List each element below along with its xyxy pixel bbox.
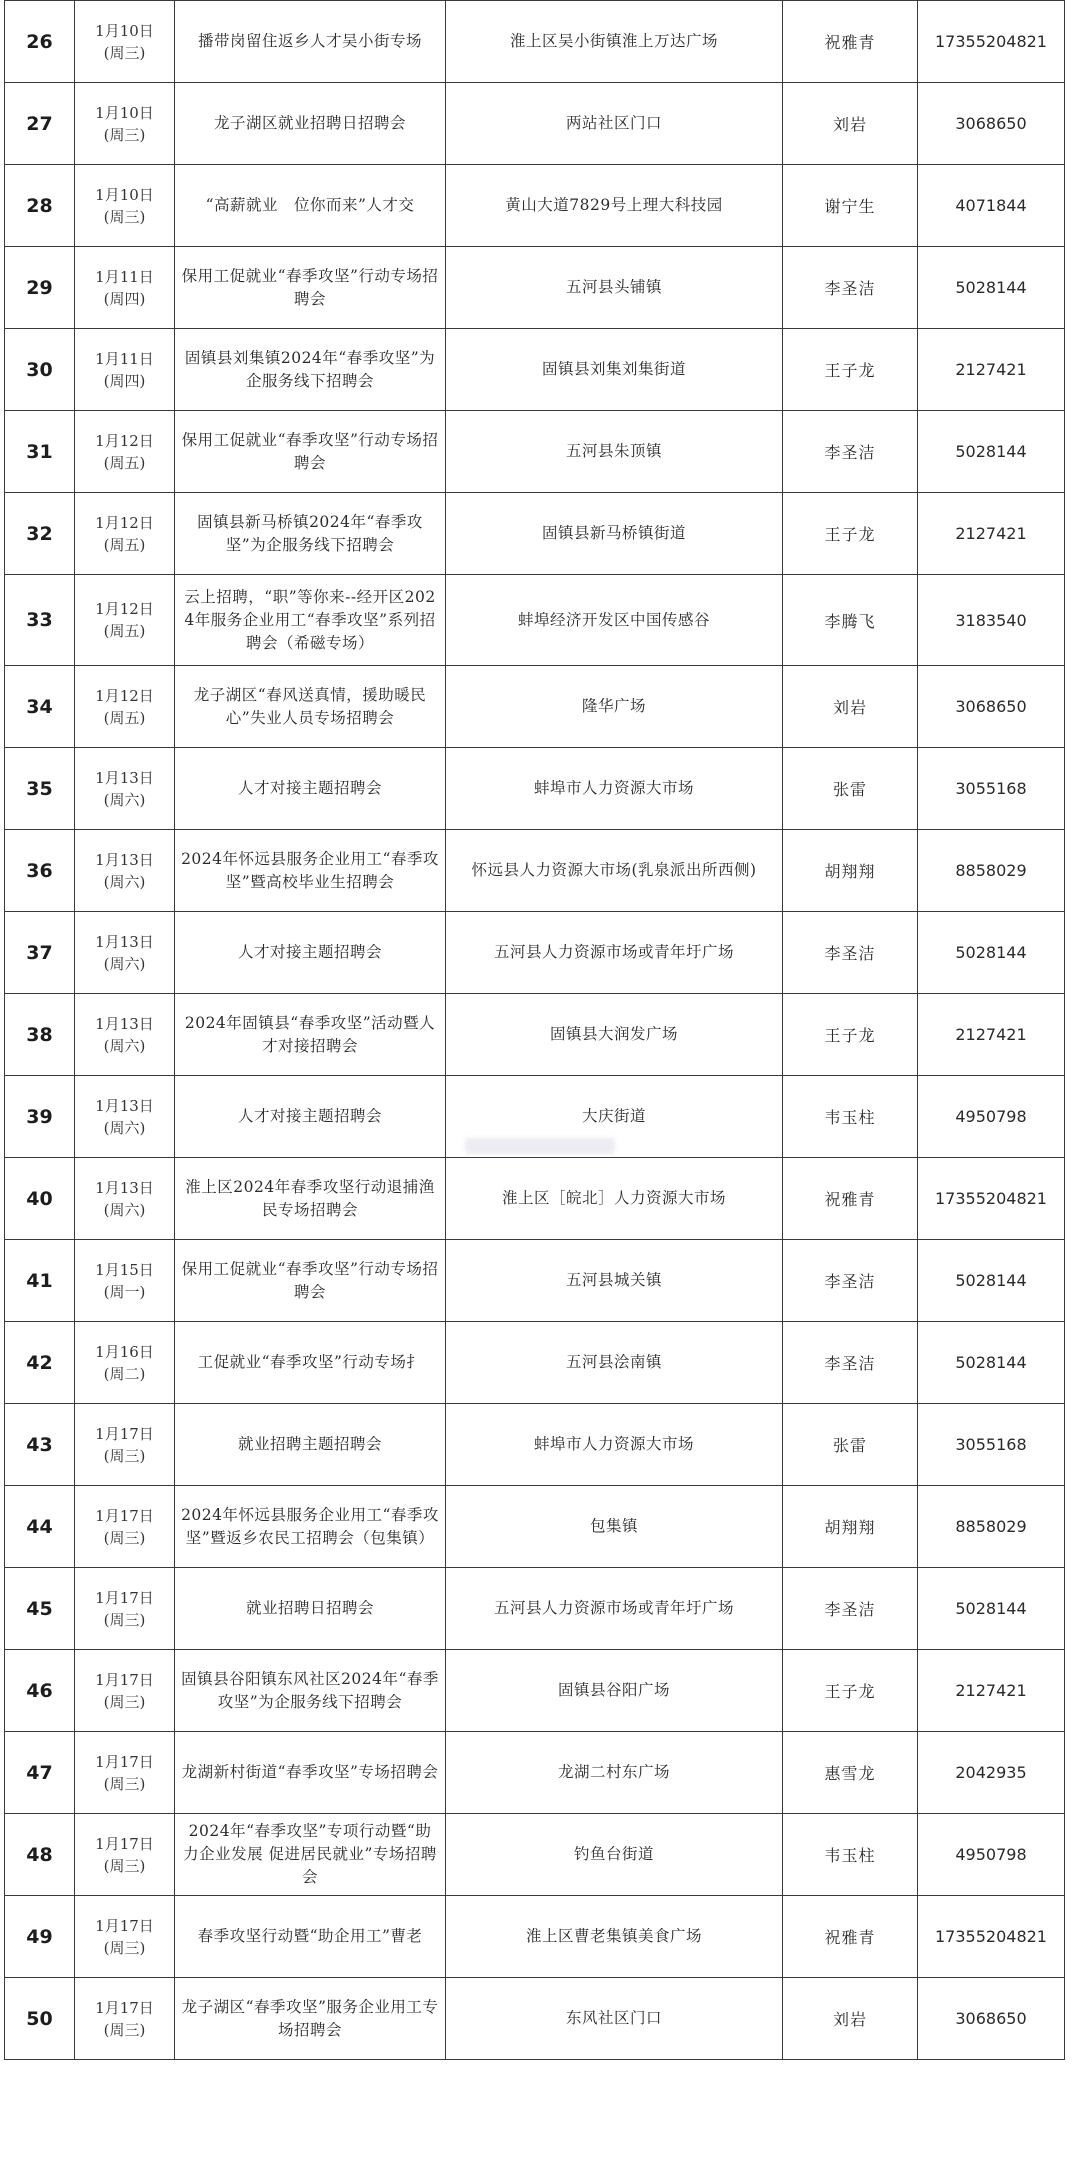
event-name: 2024年固镇县“春季攻坚”活动暨人才对接招聘会 (175, 994, 446, 1076)
event-name: 人才对接主题招聘会 (175, 748, 446, 830)
table-row (5, 247, 1065, 329)
row-number: 45 (5, 1568, 75, 1650)
contact-phone: 3055168 (918, 1404, 1065, 1486)
row-number: 47 (5, 1732, 75, 1814)
contact-phone: 2127421 (918, 1650, 1065, 1732)
event-name: 春季攻坚行动暨“助企用工”曹老 (175, 1896, 446, 1978)
contact-phone: 5028144 (918, 247, 1065, 329)
event-date (75, 329, 175, 411)
event-date-day: 1月11日 (95, 267, 154, 286)
table-row (5, 912, 1065, 994)
event-date-day: 1月12日 (95, 431, 154, 450)
contact-phone: 4950798 (918, 1814, 1065, 1896)
event-date-day: 1月12日 (95, 686, 154, 705)
event-date (75, 247, 175, 329)
row-number: 38 (5, 994, 75, 1076)
event-name: 云上招聘，“职”等你来--经开区2024年服务企业用工“春季攻坚”系列招聘会（希磁专场） (175, 575, 446, 666)
contact-phone: 5028144 (918, 912, 1065, 994)
row-number: 33 (5, 575, 75, 666)
row-number: 50 (5, 1978, 75, 2060)
event-date-weekday: (周三) (103, 1692, 146, 1711)
contact-phone: 8858029 (918, 1486, 1065, 1568)
event-date (75, 1240, 175, 1322)
event-location: 固镇县谷阳广场 (446, 1650, 783, 1732)
event-date (75, 575, 175, 666)
job-fair-schedule-table (4, 0, 1065, 2060)
contact-person: 王子龙 (783, 994, 918, 1076)
table-row (5, 1568, 1065, 1650)
table-row (5, 830, 1065, 912)
contact-phone: 4071844 (918, 165, 1065, 247)
event-date-day: 1月10日 (95, 185, 154, 204)
event-date (75, 912, 175, 994)
contact-person: 胡翔翔 (783, 830, 918, 912)
event-location: 淮上区曹老集镇美食广场 (446, 1896, 783, 1978)
event-name: 淮上区2024年春季攻坚行动退捕渔民专场招聘会 (175, 1158, 446, 1240)
event-date (75, 1, 175, 83)
event-location: 蚌埠市人力资源大市场 (446, 748, 783, 830)
event-date-day: 1月17日 (95, 1506, 154, 1525)
contact-person: 王子龙 (783, 1650, 918, 1732)
event-date-day: 1月15日 (95, 1260, 154, 1279)
event-date-day: 1月17日 (95, 1916, 154, 1935)
table-row (5, 1, 1065, 83)
event-date-weekday: (周六) (103, 790, 146, 809)
event-location: 淮上区吴小街镇淮上万达广场 (446, 1, 783, 83)
row-number: 42 (5, 1322, 75, 1404)
event-date-day: 1月17日 (95, 1670, 154, 1689)
event-date (75, 1650, 175, 1732)
event-location: 固镇县刘集刘集街道 (446, 329, 783, 411)
event-name: 播带岗留住返乡人才吴小街专场 (175, 1, 446, 83)
event-location: 蚌埠市人力资源大市场 (446, 1404, 783, 1486)
event-name: 龙子湖区“春季攻坚”服务企业用工专场招聘会 (175, 1978, 446, 2060)
event-location: 固镇县新马桥镇街道 (446, 493, 783, 575)
event-date-weekday: (周三) (103, 125, 146, 144)
event-name: 工促就业“春季攻坚”行动专场扌 (175, 1322, 446, 1404)
row-number: 48 (5, 1814, 75, 1896)
event-date-weekday: (周三) (103, 1446, 146, 1465)
event-date (75, 1978, 175, 2060)
event-date-weekday: (周五) (103, 453, 146, 472)
contact-phone: 17355204821 (918, 1158, 1065, 1240)
event-date (75, 830, 175, 912)
event-date (75, 493, 175, 575)
event-name: 保用工促就业“春季攻坚”行动专场招聘会 (175, 1240, 446, 1322)
event-location: 蚌埠经济开发区中国传感谷 (446, 575, 783, 666)
table-row (5, 83, 1065, 165)
table-row (5, 1240, 1065, 1322)
table-row (5, 1978, 1065, 2060)
table-row (5, 1814, 1065, 1896)
event-name: 龙子湖区“春风送真情，援助暖民心”失业人员专场招聘会 (175, 666, 446, 748)
contact-phone: 3183540 (918, 575, 1065, 666)
row-number: 31 (5, 411, 75, 493)
contact-person: 谢宁生 (783, 165, 918, 247)
event-location: 隆华广场 (446, 666, 783, 748)
row-number: 32 (5, 493, 75, 575)
row-number: 43 (5, 1404, 75, 1486)
event-date-weekday: (周六) (103, 1036, 146, 1055)
event-location: 大庆街道 (446, 1076, 783, 1158)
row-number: 46 (5, 1650, 75, 1732)
event-date (75, 411, 175, 493)
table-row (5, 994, 1065, 1076)
event-date (75, 748, 175, 830)
table-row (5, 329, 1065, 411)
contact-phone: 5028144 (918, 1240, 1065, 1322)
table-row (5, 1732, 1065, 1814)
event-date (75, 1322, 175, 1404)
event-date (75, 1404, 175, 1486)
contact-person: 王子龙 (783, 493, 918, 575)
event-date (75, 1158, 175, 1240)
row-number: 40 (5, 1158, 75, 1240)
event-date-weekday: (周六) (103, 872, 146, 891)
event-name: 人才对接主题招聘会 (175, 912, 446, 994)
event-date-weekday: (周五) (103, 622, 146, 640)
event-date-day: 1月10日 (95, 103, 154, 122)
table-row (5, 1158, 1065, 1240)
event-date-weekday: (周五) (103, 535, 146, 554)
row-number: 36 (5, 830, 75, 912)
row-number: 35 (5, 748, 75, 830)
event-name: 固镇县谷阳镇东风社区2024年“春季攻坚”为企服务线下招聘会 (175, 1650, 446, 1732)
event-date-weekday: (周四) (103, 371, 146, 390)
event-date (75, 1896, 175, 1978)
event-date-weekday: (周三) (103, 2020, 146, 2039)
event-name: 2024年怀远县服务企业用工“春季攻坚”暨返乡农民工招聘会（包集镇） (175, 1486, 446, 1568)
contact-phone: 5028144 (918, 1322, 1065, 1404)
event-date-weekday: (周三) (103, 43, 146, 62)
event-location: 东风社区门口 (446, 1978, 783, 2060)
contact-person: 王子龙 (783, 329, 918, 411)
watermark (465, 1138, 615, 1154)
contact-phone: 3068650 (918, 83, 1065, 165)
row-number: 34 (5, 666, 75, 748)
event-name: 保用工促就业“春季攻坚”行动专场招聘会 (175, 411, 446, 493)
contact-person: 张雷 (783, 748, 918, 830)
event-date-weekday: (周一) (103, 1282, 146, 1301)
table-row (5, 493, 1065, 575)
contact-person: 祝雅青 (783, 1158, 918, 1240)
event-date-weekday: (周六) (103, 954, 146, 973)
event-date-day: 1月17日 (95, 1834, 154, 1853)
contact-phone: 8858029 (918, 830, 1065, 912)
event-name: 就业招聘日招聘会 (175, 1568, 446, 1650)
event-location: 五河县人力资源市场或青年圩广场 (446, 1568, 783, 1650)
contact-phone: 2042935 (918, 1732, 1065, 1814)
event-date-weekday: (周二) (103, 1364, 146, 1383)
table-row (5, 748, 1065, 830)
event-date-day: 1月13日 (95, 1014, 154, 1033)
row-number: 27 (5, 83, 75, 165)
event-name: 人才对接主题招聘会 (175, 1076, 446, 1158)
row-number: 39 (5, 1076, 75, 1158)
event-date-day: 1月16日 (95, 1342, 154, 1361)
event-date-weekday: (周三) (103, 1774, 146, 1793)
event-date-day: 1月17日 (95, 1424, 154, 1443)
contact-person: 刘岩 (783, 83, 918, 165)
event-date (75, 1486, 175, 1568)
event-date-day: 1月17日 (95, 1752, 154, 1771)
event-date-day: 1月13日 (95, 1096, 154, 1115)
event-location: 五河县浍南镇 (446, 1322, 783, 1404)
event-date (75, 994, 175, 1076)
event-location: 钓鱼台街道 (446, 1814, 783, 1896)
contact-person: 张雷 (783, 1404, 918, 1486)
event-location: 黄山大道7829号上理大科技园 (446, 165, 783, 247)
event-date (75, 1568, 175, 1650)
event-date-day: 1月13日 (95, 768, 154, 787)
event-location: 龙湖二村东广场 (446, 1732, 783, 1814)
contact-person: 刘岩 (783, 666, 918, 748)
contact-person: 李圣洁 (783, 912, 918, 994)
event-date-day: 1月10日 (95, 21, 154, 40)
event-date-weekday: (周五) (103, 708, 146, 727)
table-row (5, 1650, 1065, 1732)
event-date-weekday: (周四) (103, 289, 146, 308)
row-number: 28 (5, 165, 75, 247)
event-location: 两站社区门口 (446, 83, 783, 165)
event-name: 固镇县新马桥镇2024年“春季攻坚”为企服务线下招聘会 (175, 493, 446, 575)
contact-phone: 17355204821 (918, 1896, 1065, 1978)
row-number: 49 (5, 1896, 75, 1978)
contact-person: 韦玉柱 (783, 1814, 918, 1896)
event-date-day: 1月13日 (95, 932, 154, 951)
contact-person: 胡翔翔 (783, 1486, 918, 1568)
row-number: 26 (5, 1, 75, 83)
event-date-day: 1月11日 (95, 349, 154, 368)
event-name: 固镇县刘集镇2024年“春季攻坚”为企服务线下招聘会 (175, 329, 446, 411)
contact-person: 李圣洁 (783, 411, 918, 493)
event-date-day: 1月17日 (95, 1588, 154, 1607)
event-location: 包集镇 (446, 1486, 783, 1568)
contact-person: 刘岩 (783, 1978, 918, 2060)
event-date-day: 1月12日 (95, 513, 154, 532)
event-date-day: 1月13日 (95, 850, 154, 869)
event-date (75, 1814, 175, 1896)
event-location: 五河县头铺镇 (446, 247, 783, 329)
row-number: 29 (5, 247, 75, 329)
event-location: 五河县朱顶镇 (446, 411, 783, 493)
table-row (5, 575, 1065, 666)
event-date-weekday: (周三) (103, 1938, 146, 1957)
event-name: 2024年怀远县服务企业用工“春季攻坚”暨高校毕业生招聘会 (175, 830, 446, 912)
event-location: 五河县城关镇 (446, 1240, 783, 1322)
schedule-table-body (5, 1, 1065, 2060)
table-row (5, 1486, 1065, 1568)
row-number: 44 (5, 1486, 75, 1568)
event-name: 就业招聘主题招聘会 (175, 1404, 446, 1486)
contact-person: 韦玉柱 (783, 1076, 918, 1158)
event-name: 保用工促就业“春季攻坚”行动专场招聘会 (175, 247, 446, 329)
event-date-weekday: (周三) (103, 207, 146, 226)
event-date-weekday: (周三) (103, 1856, 146, 1875)
event-date-day: 1月13日 (95, 1178, 154, 1197)
contact-phone: 2127421 (918, 493, 1065, 575)
event-name: “高薪就业 位你而来”人才交 (175, 165, 446, 247)
event-date (75, 1076, 175, 1158)
table-row (5, 666, 1065, 748)
contact-person: 惠雪龙 (783, 1732, 918, 1814)
contact-person: 祝雅青 (783, 1, 918, 83)
row-number: 30 (5, 329, 75, 411)
event-date (75, 83, 175, 165)
contact-phone: 3068650 (918, 1978, 1065, 2060)
row-number: 37 (5, 912, 75, 994)
contact-person: 李腾飞 (783, 575, 918, 666)
table-row (5, 411, 1065, 493)
contact-phone: 5028144 (918, 1568, 1065, 1650)
event-location: 怀远县人力资源大市场(乳泉派出所西侧) (446, 830, 783, 912)
event-date (75, 165, 175, 247)
event-date-day: 1月17日 (95, 1998, 154, 2017)
contact-person: 李圣洁 (783, 1240, 918, 1322)
event-date-day: 1月12日 (95, 600, 154, 618)
event-date (75, 1732, 175, 1814)
event-location: 淮上区［皖北］人力资源大市场 (446, 1158, 783, 1240)
event-location: 固镇县大润发广场 (446, 994, 783, 1076)
contact-phone: 2127421 (918, 994, 1065, 1076)
contact-phone: 5028144 (918, 411, 1065, 493)
event-date-weekday: (周六) (103, 1200, 146, 1219)
contact-person: 李圣洁 (783, 1568, 918, 1650)
event-date-weekday: (周三) (103, 1610, 146, 1629)
row-number: 41 (5, 1240, 75, 1322)
event-name: 2024年“春季攻坚”专项行动暨“助力企业发展 促进居民就业”专场招聘会 (175, 1814, 446, 1896)
event-name: 龙湖新村街道“春季攻坚”专场招聘会 (175, 1732, 446, 1814)
table-row (5, 1322, 1065, 1404)
event-name: 龙子湖区就业招聘日招聘会 (175, 83, 446, 165)
event-date-weekday: (周三) (103, 1528, 146, 1547)
contact-phone: 3068650 (918, 666, 1065, 748)
contact-phone: 2127421 (918, 329, 1065, 411)
contact-person: 李圣洁 (783, 247, 918, 329)
contact-phone: 4950798 (918, 1076, 1065, 1158)
contact-phone: 17355204821 (918, 1, 1065, 83)
table-row (5, 1404, 1065, 1486)
contact-person: 祝雅青 (783, 1896, 918, 1978)
table-row (5, 165, 1065, 247)
contact-person: 李圣洁 (783, 1322, 918, 1404)
event-location: 五河县人力资源市场或青年圩广场 (446, 912, 783, 994)
event-date (75, 666, 175, 748)
contact-phone: 3055168 (918, 748, 1065, 830)
table-row (5, 1896, 1065, 1978)
event-date-weekday: (周六) (103, 1118, 146, 1137)
